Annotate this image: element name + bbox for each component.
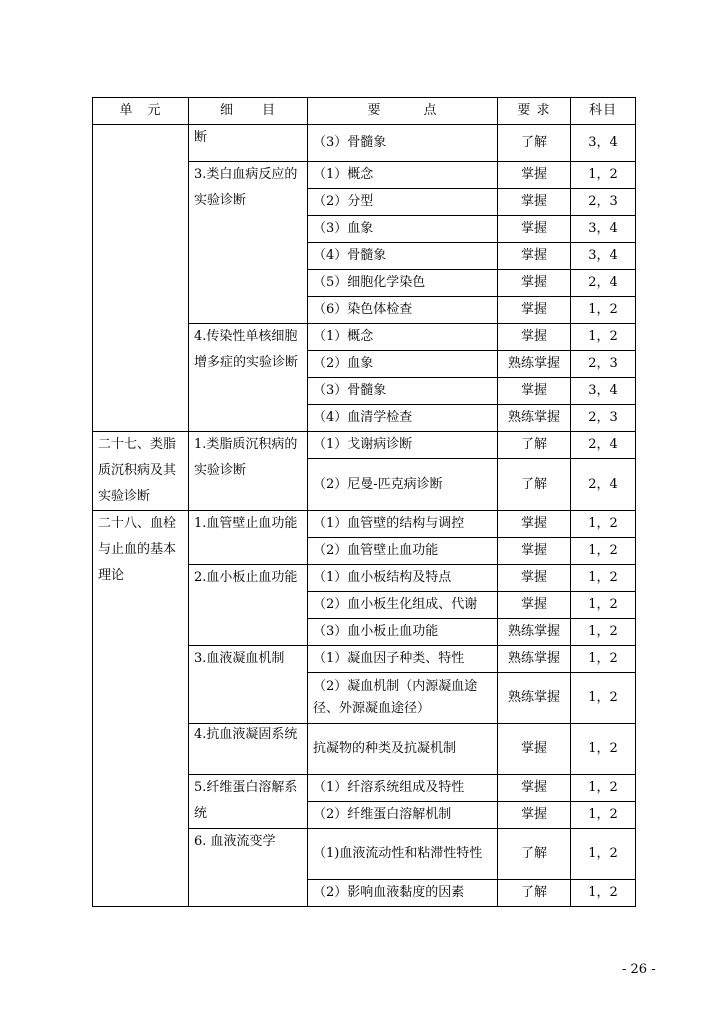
unit-cell: 二十八、血栓与止血的基本理论	[93, 511, 189, 907]
subject-cell: 2，4	[571, 432, 636, 459]
requirement-cell: 熟练掌握	[498, 351, 571, 378]
point-cell: （2）血象	[308, 351, 498, 378]
detail-cell: 1.类脂质沉积病的实验诊断	[189, 432, 308, 511]
subject-cell: 1，2	[571, 673, 636, 724]
requirement-cell: 熟练掌握	[498, 673, 571, 724]
point-cell: （1）纤溶系统组成及特性	[308, 775, 498, 802]
header-requirement: 要 求	[498, 98, 571, 125]
requirement-cell: 了解	[498, 432, 571, 459]
syllabus-table	[92, 97, 636, 907]
subject-cell: 1，2	[571, 592, 636, 619]
subject-cell: 1，2	[571, 724, 636, 775]
table-row	[93, 432, 636, 459]
subject-cell: 3，4	[571, 378, 636, 405]
requirement-cell: 掌握	[498, 189, 571, 216]
point-cell: （1)血液流动性和粘滞性特性	[308, 829, 498, 880]
requirement-cell: 掌握	[498, 511, 571, 538]
point-cell: （2）血小板生化组成、代谢	[308, 592, 498, 619]
requirement-cell: 掌握	[498, 538, 571, 565]
subject-cell: 1，2	[571, 324, 636, 351]
header-point: 要 点	[308, 98, 498, 125]
subject-cell: 1，2	[571, 511, 636, 538]
point-cell: （1）戈谢病诊断	[308, 432, 498, 459]
requirement-cell: 掌握	[498, 270, 571, 297]
subject-cell: 1，2	[571, 619, 636, 646]
subject-cell: 1，2	[571, 829, 636, 880]
subject-cell: 1，2	[571, 802, 636, 829]
requirement-cell: 了解	[498, 125, 571, 162]
unit-cell	[93, 125, 189, 432]
requirement-cell: 掌握	[498, 775, 571, 802]
point-cell: （1）凝血因子种类、特性	[308, 646, 498, 673]
detail-cell: 3.血液凝血机制	[189, 646, 308, 724]
subject-cell: 3，4	[571, 243, 636, 270]
requirement-cell: 了解	[498, 880, 571, 907]
header-row	[93, 98, 636, 125]
subject-cell: 2，3	[571, 189, 636, 216]
requirement-cell: 熟练掌握	[498, 619, 571, 646]
detail-cell: 断	[189, 125, 308, 162]
point-cell: （2）尼曼-匹克病诊断	[308, 459, 498, 511]
subject-cell: 2，4	[571, 270, 636, 297]
subject-cell: 1，2	[571, 297, 636, 324]
point-cell: （3）骨髓象	[308, 125, 498, 162]
detail-cell: 6. 血液流变学	[189, 829, 308, 907]
detail-cell: 3.类白血病反应的实验诊断	[189, 162, 308, 324]
subject-cell: 2，3	[571, 405, 636, 432]
requirement-cell: 掌握	[498, 592, 571, 619]
detail-cell: 5.纤维蛋白溶解系统	[189, 775, 308, 829]
table-row	[93, 511, 636, 538]
detail-cell: 4.抗血液凝固系统	[189, 724, 308, 775]
requirement-cell: 熟练掌握	[498, 646, 571, 673]
table-row	[93, 125, 636, 162]
point-cell: （1）血管壁的结构与调控	[308, 511, 498, 538]
subject-cell: 1，2	[571, 775, 636, 802]
header-subject: 科目	[571, 98, 636, 125]
requirement-cell: 掌握	[498, 324, 571, 351]
point-cell: （2）凝血机制（内源凝血途径、外源凝血途径）	[308, 673, 498, 724]
subject-cell: 2，4	[571, 459, 636, 511]
detail-cell: 2.血小板止血功能	[189, 565, 308, 646]
unit-cell: 二十七、类脂质沉积病及其实验诊断	[93, 432, 189, 511]
detail-cell: 4.传染性单核细胞增多症的实验诊断	[189, 324, 308, 432]
subject-cell: 1，2	[571, 162, 636, 189]
subject-cell: 2，3	[571, 351, 636, 378]
header-unit: 单 元	[93, 98, 189, 125]
point-cell: （5）细胞化学染色	[308, 270, 498, 297]
point-cell: （3）血小板止血功能	[308, 619, 498, 646]
point-cell: （2）纤维蛋白溶解机制	[308, 802, 498, 829]
point-cell: 抗凝物的种类及抗凝机制	[308, 724, 498, 775]
point-cell: （4）骨髓象	[308, 243, 498, 270]
point-cell: （4）血清学检查	[308, 405, 498, 432]
requirement-cell: 掌握	[498, 243, 571, 270]
point-cell: （2）血管壁止血功能	[308, 538, 498, 565]
requirement-cell: 掌握	[498, 162, 571, 189]
subject-cell: 1，2	[571, 538, 636, 565]
point-cell: （3）血象	[308, 216, 498, 243]
requirement-cell: 掌握	[498, 565, 571, 592]
point-cell: （2）分型	[308, 189, 498, 216]
requirement-cell: 掌握	[498, 297, 571, 324]
subject-cell: 1，2	[571, 646, 636, 673]
point-cell: （6）染色体检查	[308, 297, 498, 324]
requirement-cell: 了解	[498, 459, 571, 511]
requirement-cell: 掌握	[498, 378, 571, 405]
detail-cell: 1.血管壁止血功能	[189, 511, 308, 565]
header-detail: 细 目	[189, 98, 308, 125]
subject-cell: 1，2	[571, 880, 636, 907]
requirement-cell: 熟练掌握	[498, 405, 571, 432]
point-cell: （1）概念	[308, 162, 498, 189]
subject-cell: 3，4	[571, 125, 636, 162]
point-cell: （3）骨髓象	[308, 378, 498, 405]
subject-cell: 3，4	[571, 216, 636, 243]
page-number: - 26 -	[622, 962, 656, 977]
point-cell: （1）概念	[308, 324, 498, 351]
point-cell: （2）影响血液黏度的因素	[308, 880, 498, 907]
requirement-cell: 掌握	[498, 216, 571, 243]
point-cell: （1）血小板结构及特点	[308, 565, 498, 592]
subject-cell: 1，2	[571, 565, 636, 592]
requirement-cell: 掌握	[498, 802, 571, 829]
requirement-cell: 掌握	[498, 724, 571, 775]
requirement-cell: 了解	[498, 829, 571, 880]
